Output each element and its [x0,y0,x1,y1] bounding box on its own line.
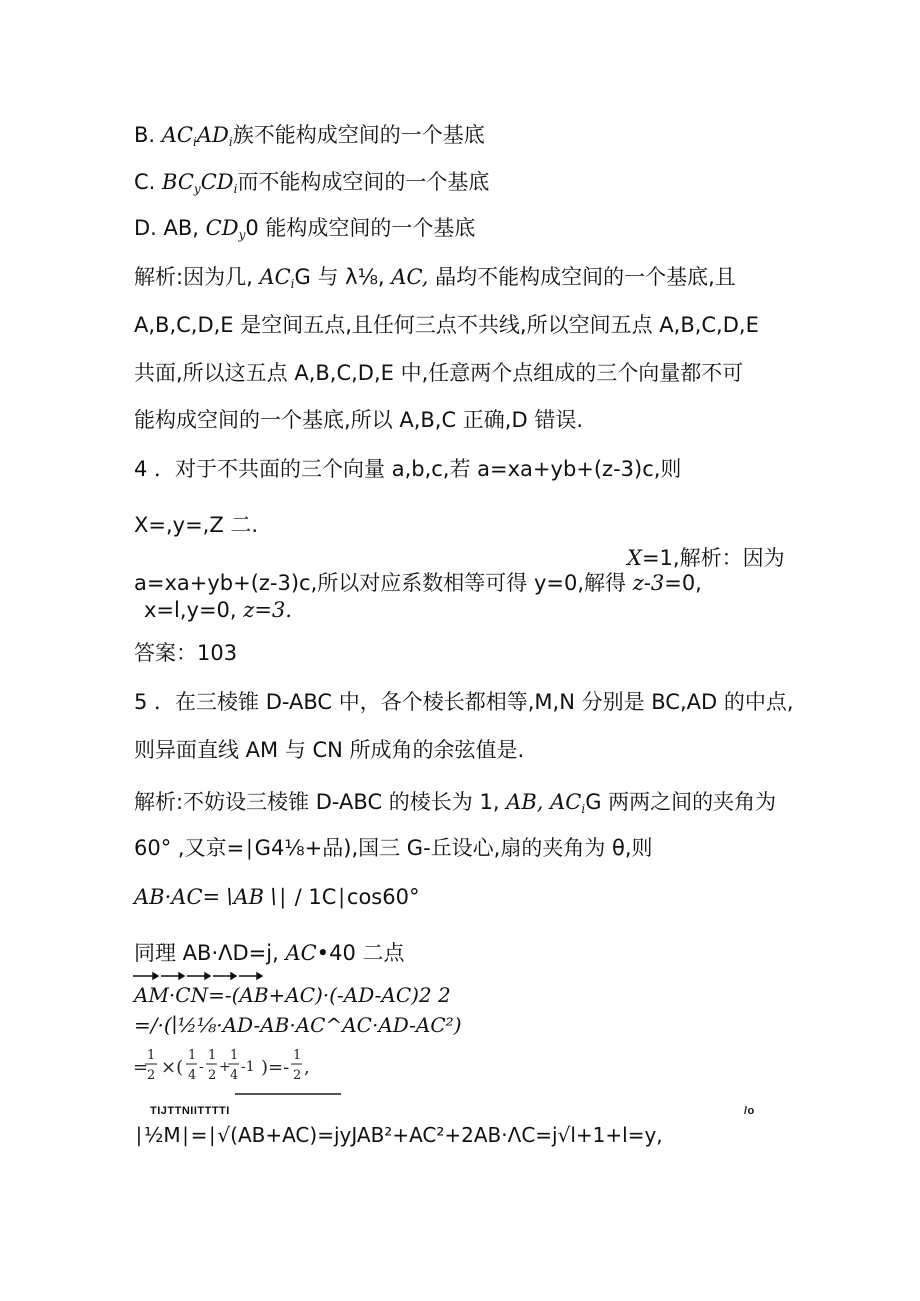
question-5-line-1: 5 ．在三棱锥 D-ABC 中，各个棱长都相等,M,N 分别是 BC,AD 的中点, [134,690,794,714]
frac-2-num: 1 [188,1048,197,1063]
trailing-comma: , [304,1057,310,1078]
svg-text:-: - [199,1059,204,1075]
option-b-text: 族不能构成空间的一个基底 [232,123,485,147]
answer-line: 答案：103 [134,641,238,665]
analysis-line-2: A,B,C,D,E 是空间五点,且任何三点不共线,所以空间五点 A,B,C,D,E [134,313,759,337]
frac-3-den: 2 [208,1068,217,1083]
solution-5-line-2: 60° ,又京=∣G4⅛+品),国三 G-丘设心,扇的夹角为 θ,则 [134,836,653,860]
s5-1c: G 两两之间的夹角为 [585,790,777,814]
frac-1-den: 2 [147,1068,156,1083]
q4-x: X [627,546,642,570]
frac-1-num: 1 [147,1048,156,1063]
frac-4-num: 1 [230,1048,239,1063]
option-d-cd: CD [205,216,239,240]
frac-2-den: 4 [188,1068,197,1083]
s5-4c: 40 二点 [329,941,405,965]
analysis-1c: G 与 [294,265,346,289]
analysis-line-3: 共面,所以这五点 A,B,C,D,E 中,任意两个点组成的三个向量都不可 [134,361,744,385]
option-b-ad: AD [196,123,229,147]
option-d-text: 0 能构成空间的一个基底 [245,216,476,240]
q4-r2c: =0, [664,571,702,595]
option-c-bc: BC [162,170,194,194]
noise-text-left: TIJTTNIITTTTI [150,1105,230,1117]
solution-5-line-1 [134,789,776,822]
analysis-1f: 晶均不能构成空间的一个基底,且 [428,265,736,289]
question-4-solution-1 [627,545,785,571]
solution-5-line-4 [134,940,404,966]
svg-text:+: + [219,1059,231,1075]
option-d-cd-sub: y [238,228,246,242]
question-4-blanks: X=,y=,Z 二. [134,513,259,537]
q4-r1: =1,解析：因为 [641,546,785,570]
frac-5-num: 1 [293,1048,302,1063]
analysis-1b: AC [259,265,291,289]
formula-line-3 [133,1045,333,1095]
option-c-cd: CD [200,170,234,194]
fraction-expression [133,1045,333,1095]
q4-r3b: z=3. [243,598,292,622]
option-c [134,169,489,202]
q4-r3a: x=l,y=0, [144,598,244,622]
frac-5-den: 2 [293,1068,302,1083]
frac-3-num: 1 [208,1048,217,1063]
s5-4a: 同理 AB·ΛD=j, [134,941,286,965]
s5-1a: 解析:不妨设三棱锥 D-ABC 的棱长为 1, [134,790,507,814]
option-c-cd-sub: i [233,182,238,196]
option-c-text: 而不能构成空间的一个基底 [237,170,490,194]
option-d-prefix: D. AB, [134,216,206,240]
eq-sign: = [133,1057,149,1078]
question-4-solution-2 [134,570,702,596]
option-c-prefix: C. [134,170,163,194]
s5-1b: AB, AC [506,790,582,814]
times-paren: ×( [161,1057,184,1078]
divider-rule [235,1093,341,1095]
formula-line-2: =/·(∣½⅛·AD-AB·AC^AC·AD-AC²) [134,1013,462,1037]
question-5-line-2: 则异面直线 AM 与 CN 所成角的余弦值是. [134,738,525,762]
s5-4b: AC• [285,941,330,965]
close-eq: )=- [261,1057,290,1078]
analysis-line-4: 能构成空间的一个基底,所以 A,B,C 正确,D 错误. [134,408,584,432]
q4-r2b: z-3 [632,571,665,595]
analysis-1a: 解析:因为几, [134,265,260,289]
question-4-solution-3 [144,597,292,623]
option-b [134,122,485,155]
frac-4-den: 4 [230,1068,239,1083]
option-b-ad-sub: i [228,135,233,149]
s5-3a: AB·AC=∖AB∖ [134,885,278,909]
formula-line-1: AM·CN=-(AB+AC)·(-AD-AC)2 2 [134,983,451,1007]
question-4: 4 ．对于不共面的三个向量 a,b,c,若 a=xa+yb+(z-3)c,则 [134,457,682,481]
q4-r2a: a=xa+yb+(z-3)c,所以对应系数相等可得 y=0,解得 [134,571,633,595]
option-b-ac: AC [161,123,193,147]
s5-3b: ∣ / 1C∣cos60° [277,885,420,909]
analysis-1b-sub: i [290,277,295,291]
s5-1b-sub: i [581,802,586,816]
option-b-ac-sub: i [193,135,197,149]
analysis-line-1 [134,264,736,297]
solution-5-line-3 [134,884,419,910]
option-d [134,215,475,248]
option-b-prefix: B. [134,123,162,147]
noise-text-right: /o [744,1105,755,1117]
final-formula: ∣½M∣=∣√(AB+AC)=jyJAB²+AC²+2AB·ΛC=j√l+1+l=y, [134,1123,663,1147]
vector-arrows [131,970,281,982]
option-c-bc-sub: y [193,182,201,196]
analysis-1d: λ⅛, [345,265,392,289]
minus-one: -1 [241,1059,255,1075]
analysis-1e: AC, [391,265,429,289]
